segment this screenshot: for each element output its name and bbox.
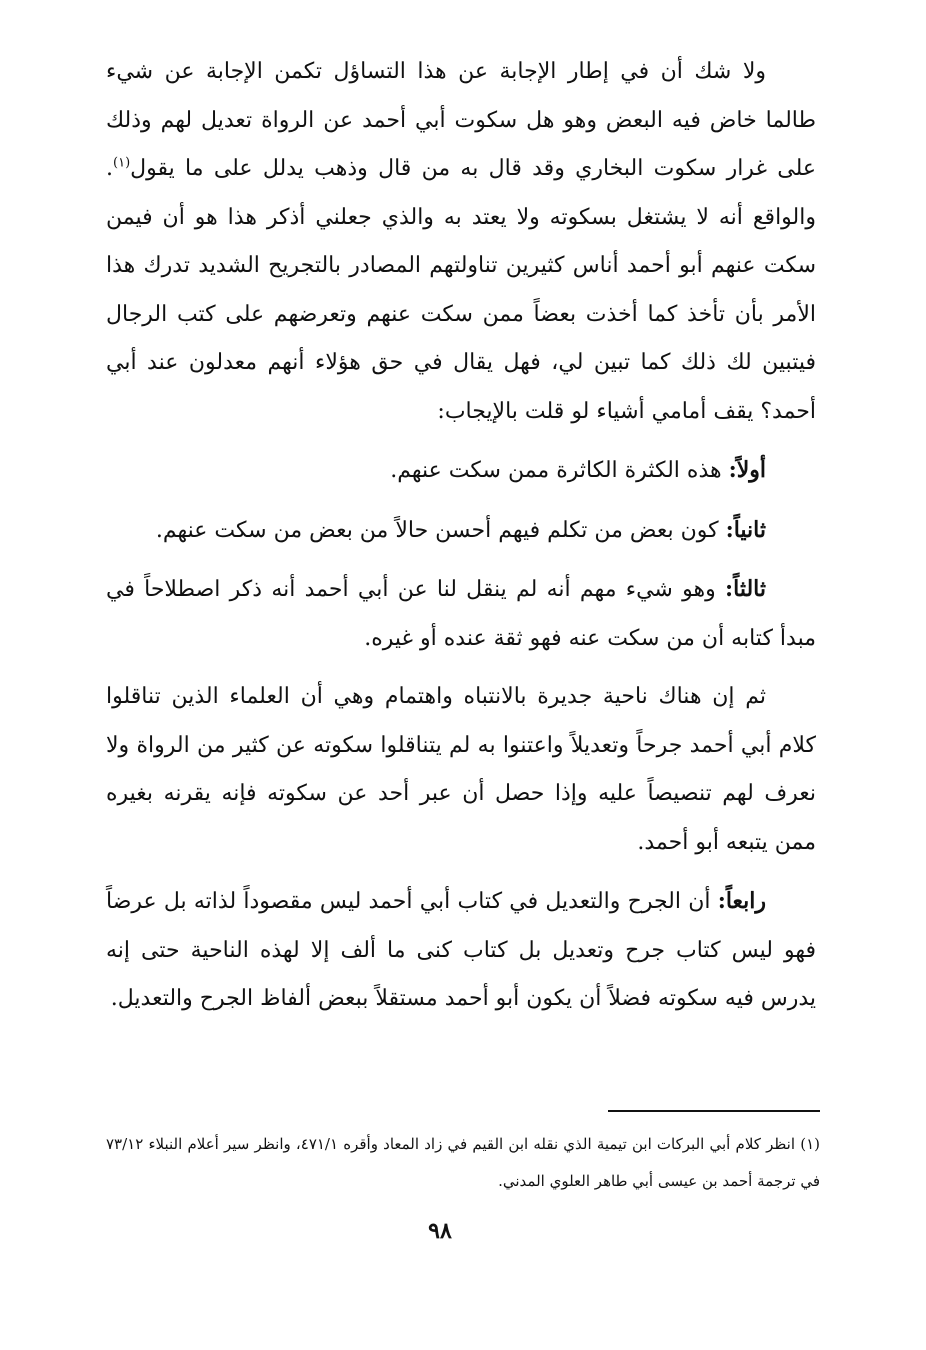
paragraph-second-point bbox=[106, 506, 816, 556]
paragraph-first-point bbox=[106, 446, 816, 496]
paragraph-third-point bbox=[106, 565, 816, 663]
third-point-label: ثالثاً: bbox=[725, 576, 766, 602]
paragraph-observation bbox=[106, 673, 816, 867]
first-point-text: هذه الكثرة الكاثرة ممن سكت عنهم. bbox=[390, 458, 729, 483]
second-point-label: ثانياً: bbox=[725, 516, 766, 543]
paragraph-intro bbox=[106, 48, 816, 436]
third-point-text: وهو شيء مهم أنه لم ينقل لنا عن أبي أحمد أنه ذكر اصطلاحاً في مبدأ كتابه أن من سكت عنه فهو ثقة عنده أو غيره. bbox=[106, 577, 816, 651]
page-number: ٩٨ bbox=[428, 1218, 452, 1244]
footnote-separator bbox=[608, 1110, 820, 1112]
fourth-point-label: رابعاً: bbox=[717, 888, 766, 914]
footnote bbox=[106, 1126, 820, 1200]
footnote-text: (١) انظر كلام أبي البركات ابن تيمية الذي نقله ابن القيم في زاد المعاد وأقره ٤٧١/١، وانظر سير أعلام النبلاء ٧٣/١٢ في ترجمة أحمد بن عيسى أبي طاهر العلوي المدني. bbox=[106, 1135, 820, 1190]
observation-text: ثم إن هناك ناحية جديرة بالانتباه واهتمام وهي أن العلماء الذين تناقلوا كلام أبي أحمد جرحاً وتعديلاً واعتنوا به لم يتناقلوا سكوته عن كثير من الرواة ولا نعرف لهم تنصيصاً عليه وإذا حصل أن عبر أحد عن سكوته فإنه يقرنه بغيره ممن يتبعه أبو أحمد. bbox=[106, 684, 816, 855]
first-point-label: أولاً: bbox=[728, 457, 766, 483]
paragraph-intro-continuation: . والواقع أنه لا يشتغل بسكوته ولا يعتد به والذي جعلني أذكر هذا هو أن فيمن سكت عنهم أبو أحمد أناس كثيرين تناولتهم المصادر بالتجريح الشديد تدرك هذا الأمر بأن تأخذ كما أخذت بعضاً ممن سكت عنهم وتعرضهم على كتب الرجال فيتبين لك ذلك كما تبين لي، فهل يقال في حق هؤلاء أنهم معدلون عند أبي أحمد؟ يقف أمامي أشياء لو قلت بالإيجاب: bbox=[106, 156, 816, 424]
paragraph-intro-text: ولا شك أن في إطار الإجابة عن هذا التساؤل تكمن الإجابة عن شيء طالما خاض فيه البعض وهو هل سكوت أبي أحمد عن الرواة تعديل لهم وذلك على غرار سكوت البخاري وقد قال به من قال وذهب يدلل على ما يقول bbox=[106, 59, 816, 181]
paragraph-fourth-point bbox=[106, 877, 816, 1024]
fourth-point-text: أن الجرح والتعديل في كتاب أبي أحمد ليس مقصوداً لذاته بل عرضاً فهو ليس كتاب جرح وتعديل بل كتاب كنى ما ألف إلا لهذه الناحية حتى إنه يدرس فيه سكوته فضلاً أن يكون أبو أحمد مستقلاً ببعض ألفاظ الجرح والتعديل. bbox=[106, 889, 816, 1011]
second-point-text: كون بعض من تكلم فيهم أحسن حالاً من بعض من سكت عنهم. bbox=[155, 517, 726, 543]
footnote-marker: (١) bbox=[113, 155, 131, 171]
main-text bbox=[106, 48, 816, 1034]
